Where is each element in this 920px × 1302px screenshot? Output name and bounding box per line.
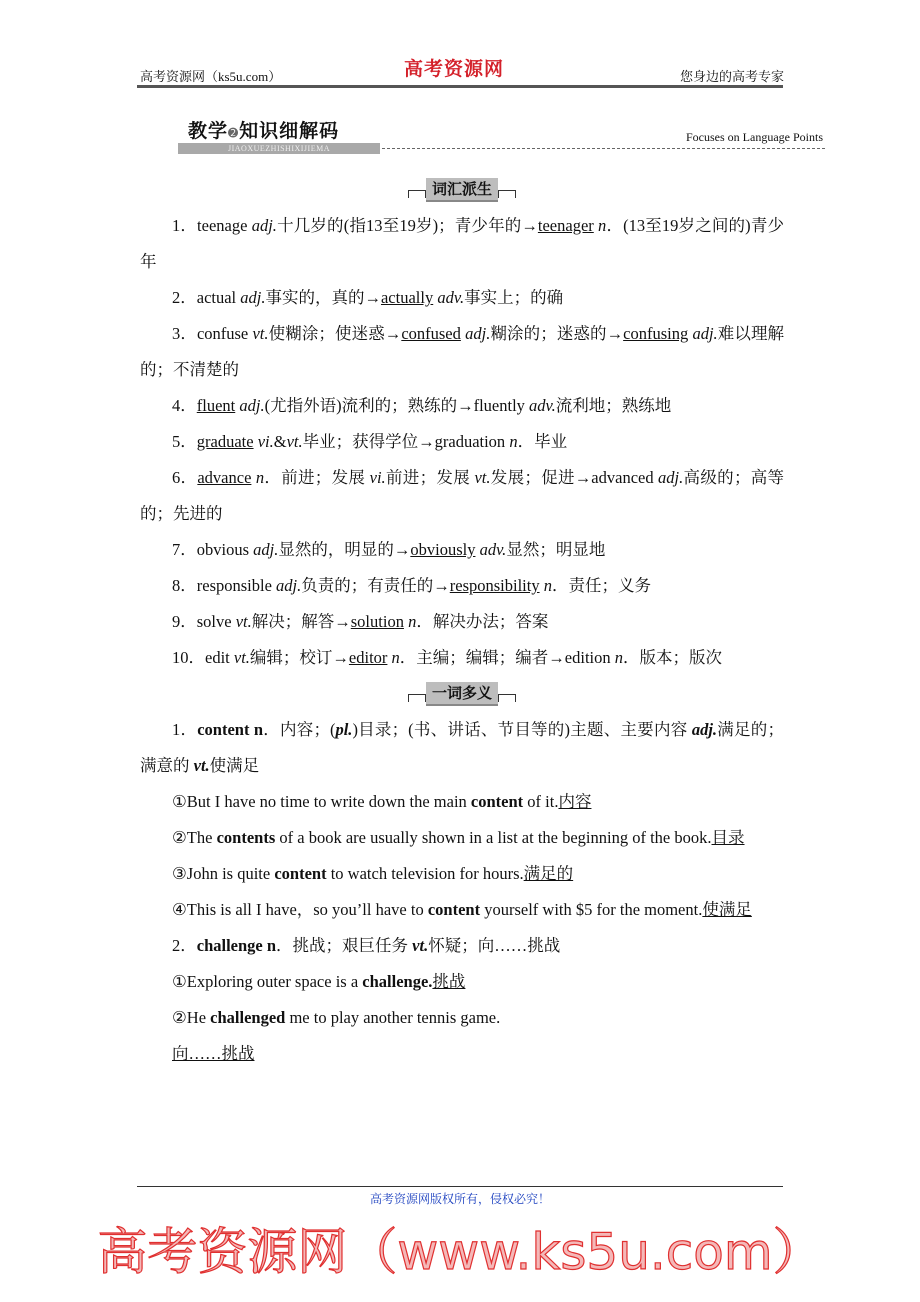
header-site-name: 高考资源网（ks5u.com） — [140, 69, 282, 84]
text-segment: 4． — [172, 396, 197, 415]
text-segment: 发展；促进→advanced — [490, 468, 659, 487]
text-segment: 编辑；校订→ — [249, 648, 349, 667]
text-segment: ①But I have no time to write down the main — [172, 792, 471, 811]
header-slogan: 您身边的高考专家 — [679, 69, 784, 84]
footer-copyright: 高考资源网版权所有，侵权必究！ — [369, 1192, 550, 1206]
text-segment: n — [408, 612, 417, 631]
text-segment: 流利地；熟练地 — [555, 396, 672, 415]
paragraph — [140, 964, 784, 1000]
text-segment: 8．responsible — [172, 576, 277, 595]
text-segment: confused — [401, 324, 461, 343]
text-segment: pl. — [335, 720, 353, 739]
text-segment: vt. — [252, 324, 269, 343]
badge-row — [140, 676, 784, 712]
text-segment: 使满足 — [209, 756, 260, 775]
text-segment: to watch television for hours. — [326, 864, 524, 883]
text-segment: 5． — [172, 432, 197, 451]
text-segment: ②He — [172, 1008, 211, 1027]
text-segment: (尤指外语)流利的；熟练的→fluently — [264, 396, 530, 415]
text-segment: adv. — [437, 288, 465, 307]
text-segment: actually — [380, 288, 434, 307]
text-segment: adj. — [276, 576, 302, 595]
text-segment: 3．confuse — [172, 324, 253, 343]
paragraph — [140, 316, 784, 388]
text-segment: 怀疑；向……挑战 — [428, 936, 561, 955]
text-segment: of a book are usually shown in a list at the beginning of the book. — [275, 828, 712, 847]
text-segment: content — [470, 792, 524, 811]
text-segment: 显然的，明显的→ — [278, 540, 411, 559]
watermark: 高考资源网（www.ks5u.com） — [97, 1223, 823, 1281]
text-segment: adj. — [240, 288, 266, 307]
text-segment: responsibility — [449, 576, 540, 595]
text-segment: 解决；解答→ — [251, 612, 351, 631]
paragraph — [140, 1000, 784, 1036]
text-segment: content n — [197, 720, 264, 739]
text-segment: vt. — [412, 936, 429, 955]
paragraph — [140, 1036, 784, 1072]
text-segment: confusing — [623, 324, 689, 343]
text-segment: of it. — [523, 792, 559, 811]
text-segment: adj. — [253, 540, 279, 559]
text-segment: n — [543, 576, 552, 595]
text-segment: adj. — [251, 216, 277, 235]
text-segment: 使满足 — [702, 900, 752, 919]
arrow-circle-icon: ➋ — [228, 126, 240, 140]
text-segment: 内容 — [558, 792, 592, 811]
text-segment: vi. — [257, 432, 274, 451]
text-segment: challenge. — [362, 972, 433, 991]
text-segment: ．(13至19岁之间的)青少年 — [140, 216, 784, 271]
text-segment: & — [273, 432, 287, 451]
section-title-main: 教学 — [188, 120, 229, 142]
badge-polysemy — [408, 682, 516, 706]
text-segment: adj. — [691, 720, 718, 739]
section-dashed-divider — [382, 148, 825, 149]
text-segment: adj. — [658, 468, 684, 487]
text-segment: adj. — [465, 324, 491, 343]
badge-row — [140, 172, 784, 208]
text-segment: me to play another tennis game. — [285, 1008, 501, 1027]
text-segment: n — [255, 468, 265, 487]
header-logo: 高考资源网 — [404, 59, 505, 80]
text-segment: ．毕业 — [517, 432, 568, 451]
paragraph — [140, 568, 784, 604]
paragraph — [140, 928, 784, 964]
text-segment: editor — [348, 648, 388, 667]
text-segment: n — [614, 648, 623, 667]
text-segment: ．责任；义务 — [551, 576, 651, 595]
text-segment: challenge n — [196, 936, 277, 955]
text-segment: n — [391, 648, 400, 667]
section-title — [188, 116, 339, 143]
paragraph — [140, 532, 784, 568]
text-segment: vt. — [233, 648, 250, 667]
text-segment: ．解决办法；答案 — [416, 612, 549, 631]
text-segment: 高级的；高等的；先进的 — [140, 468, 785, 523]
document-body — [140, 172, 784, 1072]
section-english-title: Focuses on Language Points — [686, 130, 823, 144]
text-segment: vi. — [369, 468, 386, 487]
text-segment: ①Exploring outer space is a — [172, 972, 363, 991]
badge-label: 一词多义 — [426, 682, 498, 706]
text-segment: vt. — [286, 432, 303, 451]
text-segment: adj. — [692, 324, 718, 343]
text-segment: 事实上；的确 — [464, 288, 564, 307]
text-segment: obviously — [410, 540, 476, 559]
text-segment: ②The — [172, 828, 217, 847]
footer-divider — [137, 1186, 783, 1187]
text-segment: ④This is all I have，so you’ll have to — [172, 900, 428, 919]
badge-label: 词汇派生 — [426, 178, 498, 202]
paragraph — [140, 856, 784, 892]
text-segment: 糊涂的；迷惑的→ — [490, 324, 624, 343]
text-segment: content — [427, 900, 481, 919]
text-segment: 9．solve — [172, 612, 236, 631]
paragraph — [140, 640, 784, 676]
text-segment: ．主编；编辑；编者→edition — [399, 648, 615, 667]
text-segment: vt. — [193, 756, 210, 775]
text-segment: 6． — [172, 468, 198, 487]
section-pinyin: JIAOXUEZHISHIXIJIEMA — [178, 143, 380, 154]
text-segment: ③John is quite — [172, 864, 275, 883]
paragraph — [140, 784, 784, 820]
paragraph — [140, 460, 784, 532]
text-segment: 1．teenage — [172, 216, 252, 235]
text-segment: 1． — [172, 720, 198, 739]
text-segment: 向……挑战 — [172, 1044, 255, 1063]
text-segment: challenged — [210, 1008, 286, 1027]
text-segment: ．版本；版次 — [623, 648, 722, 667]
paragraph — [140, 280, 784, 316]
text-segment: 2． — [172, 936, 197, 955]
paragraph — [140, 424, 784, 460]
text-segment: 显然；明显地 — [506, 540, 606, 559]
text-segment: )目录；(书、讲话、节目等的)主题、主要内容 — [352, 720, 692, 739]
text-segment: 前进；发展 — [385, 468, 475, 487]
text-segment: 满足的；满意的 — [140, 720, 785, 775]
header-divider — [137, 85, 783, 88]
text-segment: 使糊涂；使迷惑→ — [268, 324, 402, 343]
badge-vocab-derivation — [408, 178, 516, 202]
paragraph — [140, 388, 784, 424]
text-segment: adv. — [529, 396, 556, 415]
text-segment: 事实的，真的→ — [265, 288, 381, 307]
paragraph — [140, 820, 784, 856]
text-segment: 2．actual — [172, 288, 241, 307]
text-segment: n — [509, 432, 518, 451]
text-segment: vt. — [474, 468, 491, 487]
text-segment: adj. — [239, 396, 265, 415]
text-segment: vt. — [235, 612, 252, 631]
text-segment: 10．edit — [172, 648, 234, 667]
text-segment: 挑战 — [432, 972, 466, 991]
text-segment: ．内容；( — [263, 720, 336, 739]
text-segment: 7．obvious — [172, 540, 254, 559]
section-title-sub: 知识细解码 — [239, 120, 340, 142]
text-segment: advance — [197, 468, 252, 487]
text-segment: fluent — [196, 396, 236, 415]
text-segment: 负责的；有责任的→ — [301, 576, 450, 595]
text-segment: contents — [216, 828, 276, 847]
text-segment: yourself with $5 for the moment. — [480, 900, 703, 919]
text-segment: 满足的 — [523, 864, 574, 883]
text-segment: solution — [350, 612, 404, 631]
text-segment: content — [274, 864, 327, 883]
text-segment: 毕业；获得学位→graduation — [302, 432, 510, 451]
paragraph — [140, 208, 784, 280]
paragraph — [140, 712, 784, 784]
text-segment: ．前进；发展 — [264, 468, 370, 487]
paragraph — [140, 892, 784, 928]
text-segment: ．挑战；艰巨任务 — [276, 936, 413, 955]
text-segment: graduate — [196, 432, 254, 451]
paragraph — [140, 604, 784, 640]
text-segment: 难以理解的；不清楚的 — [140, 324, 785, 379]
text-segment: 目录 — [711, 828, 745, 847]
text-segment: teenager — [537, 216, 594, 235]
text-segment: 十几岁的(指13至19岁)；青少年的→ — [276, 216, 538, 235]
text-segment: adv. — [479, 540, 507, 559]
text-segment: n — [598, 216, 607, 235]
